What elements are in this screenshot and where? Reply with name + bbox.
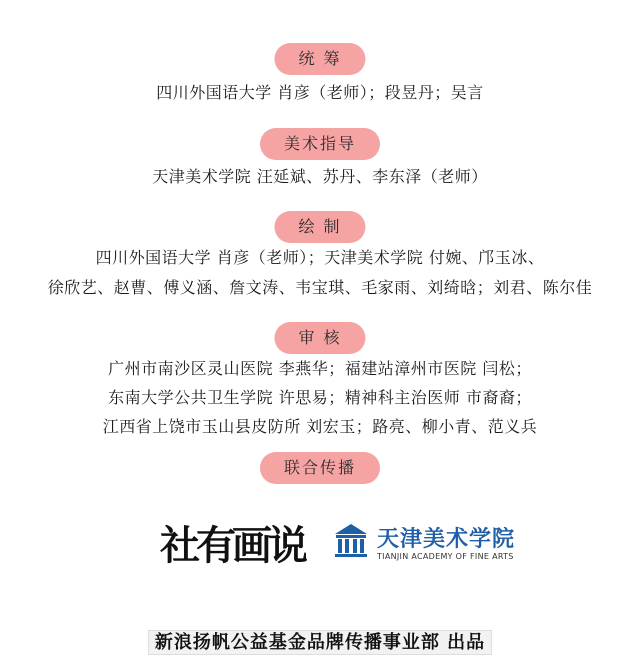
producer-text: 新浪扬帆公益基金品牌传播事业部 出品 xyxy=(148,630,492,655)
credit-line: 四川外国语大学 肖彦（老师）；天津美术学院 付婉、邝玉冰、 xyxy=(95,248,545,267)
producer-credit xyxy=(0,628,640,654)
section-title-joint-distribution: 联合传播 xyxy=(260,452,380,484)
credit-line: 广州市南沙区灵山医院 李燕华；福建站漳州市医院 闫松； xyxy=(108,359,532,378)
tianjin-academy-name-cn: 天津美术学院 xyxy=(377,526,516,552)
tianjin-academy-logo xyxy=(333,520,533,572)
columned-building-icon xyxy=(333,522,369,558)
section-title-art-direction: 美术指导 xyxy=(260,128,380,160)
partner-logos xyxy=(0,512,640,574)
credit-line: 江西省上饶市玉山县皮防所 刘宏玉；路亮、柳小青、范义兵 xyxy=(102,417,538,436)
section-title-review: 审 核 xyxy=(274,322,365,354)
shehui-youhua-logo: 社有画说 xyxy=(160,522,304,569)
credit-line: 东南大学公共卫生学院 许思易；精神科主治医师 市裔裔； xyxy=(108,388,532,407)
credit-line: 徐欣艺、赵曹、傅义涵、詹文涛、韦宝琪、毛家雨、刘绮晗；刘君、陈尔佳 xyxy=(47,278,593,297)
section-title-drawing: 绘 制 xyxy=(274,211,365,243)
credit-line: 四川外国语大学 肖彦（老师）；段昱丹；吴言 xyxy=(156,83,484,102)
section-title-coordination: 统 筹 xyxy=(274,43,365,75)
credit-line: 天津美术学院 汪延斌、苏丹、李东泽（老师） xyxy=(152,167,488,186)
tianjin-academy-name-en: TIANJIN ACADEMY OF FINE ARTS xyxy=(377,552,514,561)
